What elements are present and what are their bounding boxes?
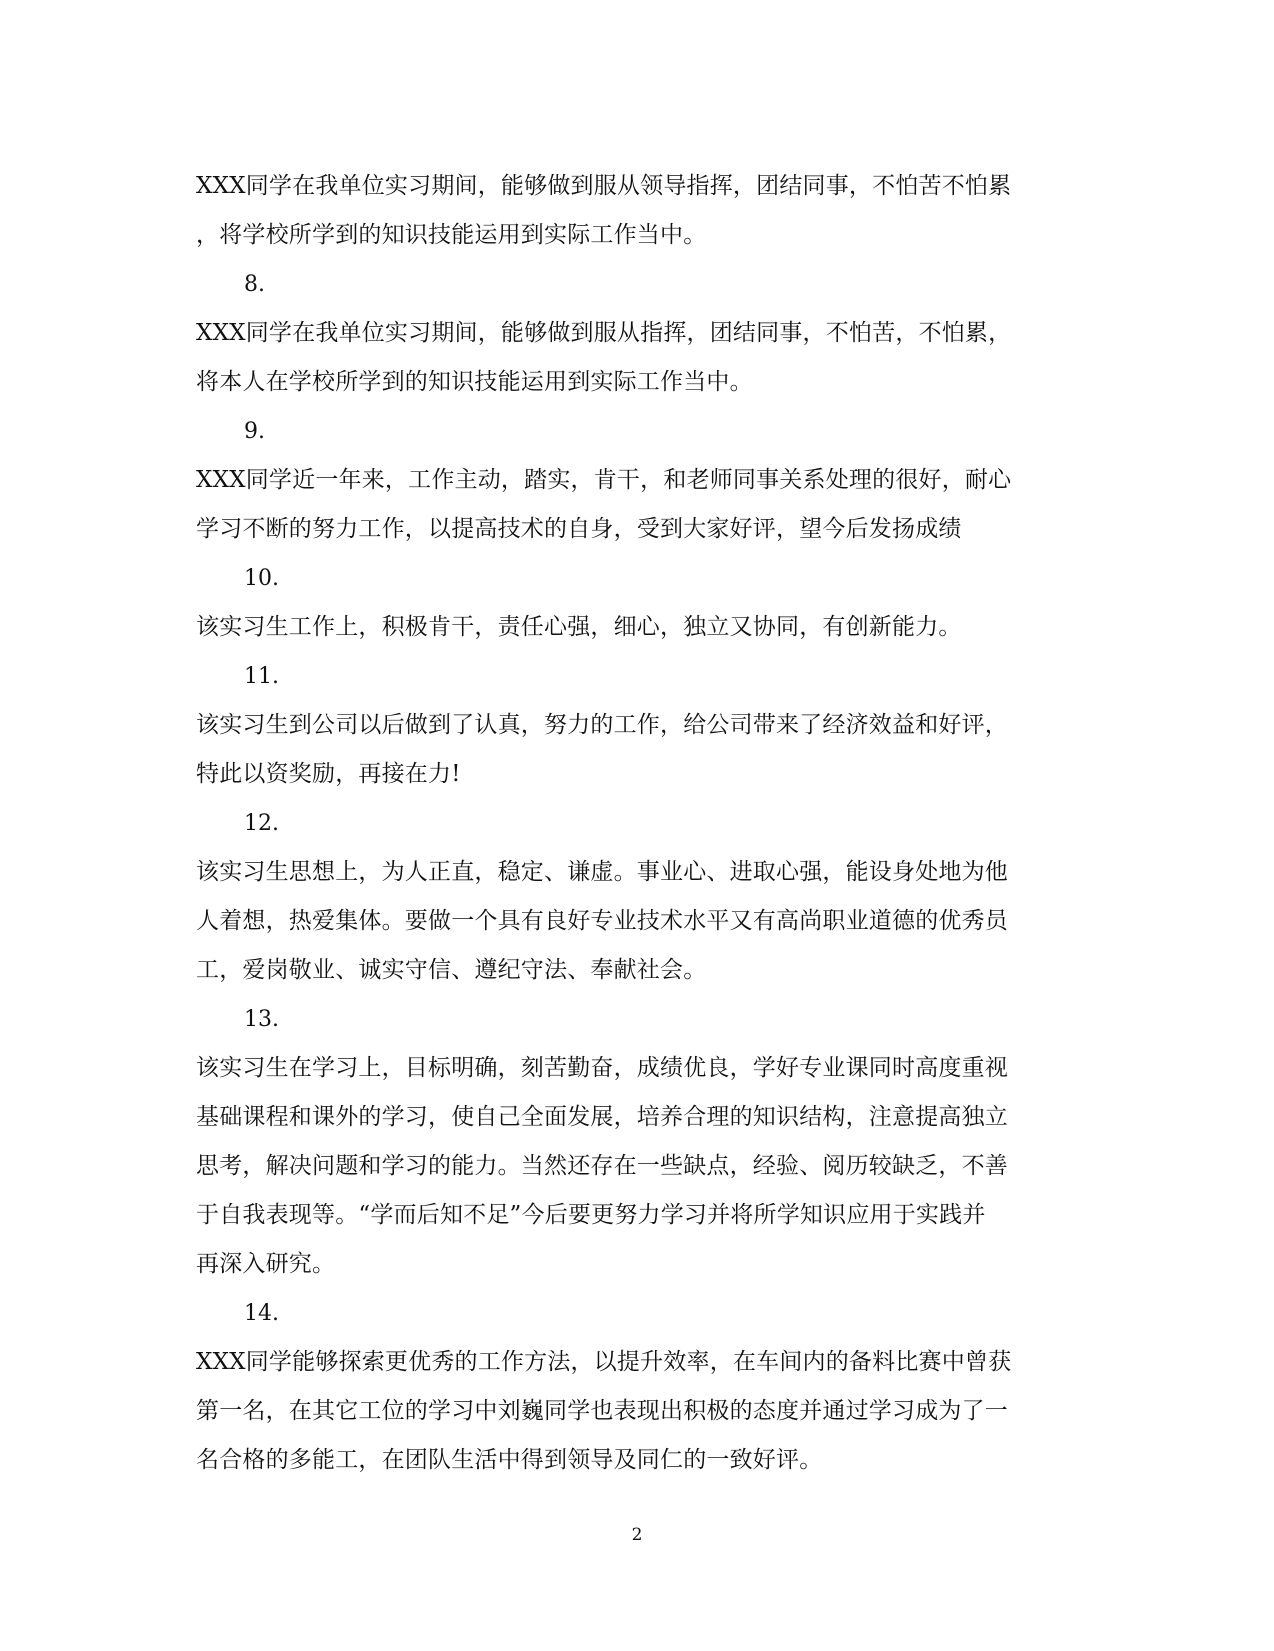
- text-line: 特此以资奖励，再接在力!: [196, 761, 461, 787]
- text-line: 该实习生工作上，积极肯干，责任心强，细心，独立又协同，有创新能力。: [196, 614, 962, 640]
- page-number: 2: [631, 1525, 643, 1545]
- text-line: ，将学校所学到的知识技能运用到实际工作当中。: [196, 222, 707, 248]
- item-number-11: 11.: [244, 664, 279, 689]
- text-line: 学习不断的努力工作，以提高技术的自身，受到大家好评，望今后发扬成绩: [196, 516, 962, 542]
- paragraph-11: [196, 701, 1076, 799]
- text-line: XXX同学能够探索更优秀的工作方法，以提升效率，在车间内的备料比赛中曾获: [196, 1349, 1012, 1375]
- paragraph-12: [196, 848, 1076, 995]
- paragraph-8: [196, 309, 1076, 407]
- text-line: 工，爱岗敬业、诚实守信、遵纪守法、奉献社会。: [196, 957, 707, 983]
- paragraph-7: [196, 162, 1076, 260]
- paragraph-9: [196, 456, 1076, 554]
- text-line: 名合格的多能工，在团队生活中得到领导及同仁的一致好评。: [196, 1447, 823, 1473]
- text-line: 该实习生到公司以后做到了认真，努力的工作，给公司带来了经济效益和好评，: [196, 712, 1008, 738]
- paragraph-10: [196, 603, 1076, 652]
- text-line: XXX同学在我单位实习期间，能够做到服从领导指挥，团结同事，不怕苦不怕累: [196, 173, 1012, 199]
- text-line: 该实习生在学习上，目标明确，刻苦勤奋，成绩优良，学好专业课同时高度重视: [196, 1055, 1008, 1081]
- text-line: 将本人在学校所学到的知识技能运用到实际工作当中。: [196, 369, 753, 395]
- text-line: 思考，解决问题和学习的能力。当然还存在一些缺点，经验、阅历较缺乏，不善: [196, 1153, 1008, 1179]
- text-line: 人着想，热爱集体。要做一个具有良好专业技术水平又有高尚职业道德的优秀员: [196, 908, 1008, 934]
- text-line: 第一名，在其它工位的学习中刘巍同学也表现出积极的态度并通过学习成为了一: [196, 1398, 1008, 1424]
- document-body: [196, 162, 1076, 1485]
- item-number-12: 12.: [244, 811, 279, 836]
- paragraph-13: [196, 1044, 1076, 1289]
- item-number-14: 14.: [244, 1301, 279, 1326]
- text-line: 于自我表现等。“学而后知不足”今后要更努力学习并将所学知识应用于实践并: [196, 1202, 986, 1228]
- text-line: 该实习生思想上，为人正直，稳定、谦虚。事业心、进取心强，能设身处地为他: [196, 859, 1008, 885]
- text-line: XXX同学近一年来，工作主动，踏实，肯干，和老师同事关系处理的很好，耐心: [196, 467, 1012, 493]
- text-line: 再深入研究。: [196, 1251, 336, 1277]
- item-number-8: 8.: [244, 272, 265, 297]
- item-number-13: 13.: [244, 1007, 279, 1032]
- paragraph-14: [196, 1338, 1076, 1485]
- text-line: XXX同学在我单位实习期间，能够做到服从指挥，团结同事，不怕苦，不怕累，: [196, 320, 1012, 346]
- item-number-10: 10.: [244, 566, 279, 591]
- text-line: 基础课程和课外的学习，使自己全面发展，培养合理的知识结构，注意提高独立: [196, 1104, 1008, 1130]
- item-number-9: 9.: [244, 419, 265, 444]
